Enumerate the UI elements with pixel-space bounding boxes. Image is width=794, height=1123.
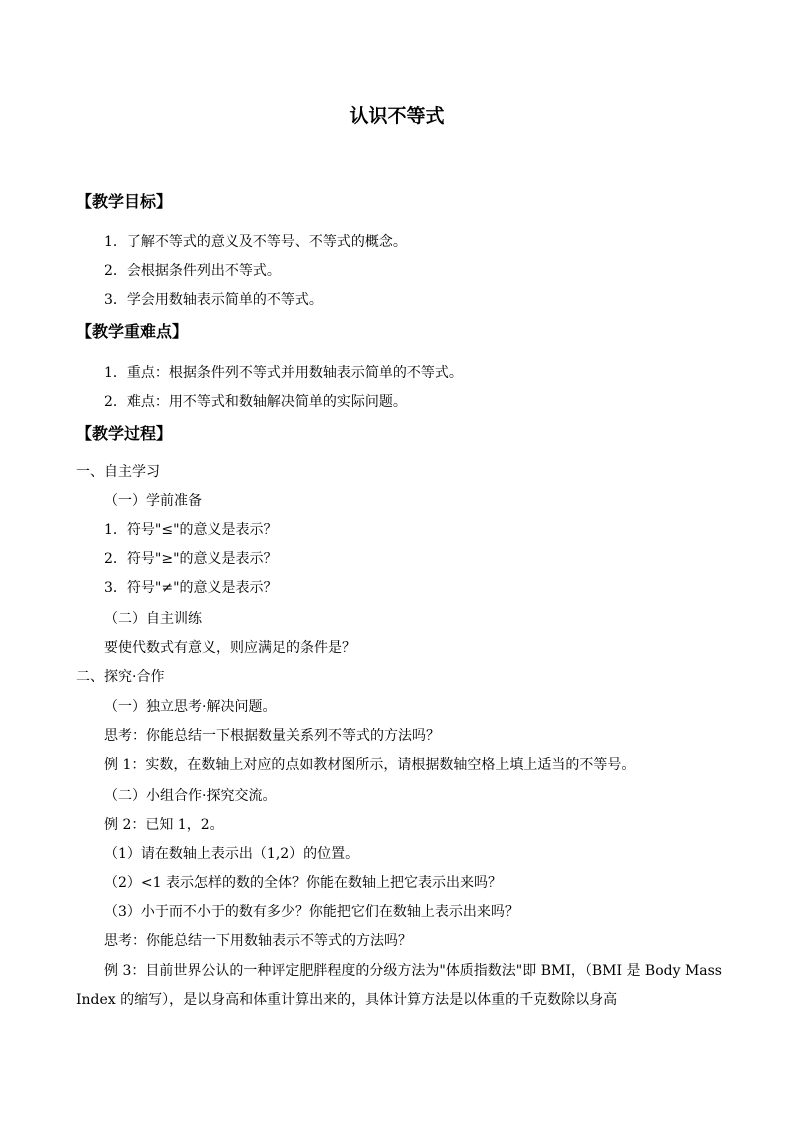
example-paragraph: 例 3：目前世界公认的一种评定肥胖程度的分级方法为"体质指数法"即 BMI，（BMI 是 Body Mass Index 的缩写），是以身高和体重计算出来的，具体计算方法是以体重的千克数除以身高: [76, 963, 722, 1008]
objective-item: 2．会根据条件列出不等式。: [104, 263, 281, 279]
part-title: 一、自主学习: [76, 464, 160, 480]
section-heading-objectives: 【教学目标】: [76, 192, 173, 211]
key-point-item: 1．重点：根据条件列不等式并用数轴表示简单的不等式。: [104, 365, 463, 381]
section-heading-process: 【教学过程】: [76, 424, 173, 443]
section-heading-key-points: 【教学重难点】: [76, 322, 189, 341]
example-subitem: （3）小于而不小于的数有多少？你能把它们在数轴上表示出来吗？: [104, 904, 519, 920]
objective-item: 1．了解不等式的意义及不等号、不等式的概念。: [104, 234, 407, 250]
paragraph: 要使代数式有意义，则应满足的条件是？: [104, 640, 356, 656]
example-subitem: （2）<1 表示怎样的数的全体？你能在数轴上把它表示出来吗？: [104, 875, 502, 891]
question-item: 2．符号"≥"的意义是表示？: [104, 551, 278, 567]
key-point-item: 2．难点：用不等式和数轴解决简单的实际问题。: [104, 394, 407, 410]
example-paragraph: 例 1：实数，在数轴上对应的点如教材图所示，请根据数轴空格上填上适当的不等号。: [104, 757, 636, 773]
page-title: 认识不等式: [349, 105, 445, 127]
question-item: 1．符号"≤"的意义是表示？: [104, 522, 278, 538]
subsection-title: （一）学前准备: [104, 493, 202, 509]
paragraph: 思考：你能总结一下根据数量关系列不等式的方法吗？: [104, 728, 440, 744]
example-paragraph: 例 2：已知 1，2。: [104, 817, 224, 833]
example-subitem: （1）请在数轴上表示出（1,2）的位置。: [104, 846, 360, 862]
objective-item: 3．学会用数轴表示简单的不等式。: [104, 292, 323, 308]
part-title: 二、探究·合作: [76, 669, 165, 685]
subsection-title: （一）独立思考·解决问题。: [104, 699, 277, 715]
paragraph: 思考：你能总结一下用数轴表示不等式的方法吗？: [104, 933, 412, 949]
question-item: 3．符号"≠"的意义是表示？: [104, 580, 278, 596]
subsection-title: （二）自主训练: [104, 611, 202, 627]
subsection-title: （二）小组合作·探究交流。: [104, 788, 277, 804]
